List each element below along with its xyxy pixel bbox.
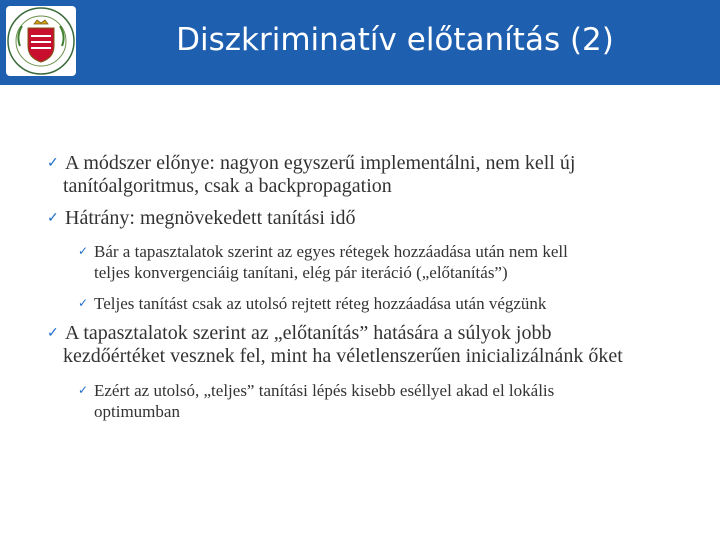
sub-bullet-item xyxy=(78,241,690,283)
bullet-text: kezdőértéket vesznek fel, mint ha véletlenszerűen inicializálnánk őket xyxy=(63,345,623,367)
checkmark-bullet-icon: ✓ xyxy=(47,156,59,171)
bullet-text: tanítóalgoritmus, csak a backpropagation xyxy=(63,175,392,197)
bullet-text: Hátrány: megnövekedett tanítási idő xyxy=(65,207,356,229)
bullet-text: A tapasztalatok szerint az „előtanítás” hatására a súlyok jobb xyxy=(65,322,552,344)
bullet-text: optimumban xyxy=(94,402,180,421)
bullet-text: Bár a tapasztalatok szerint az egyes rétegek hozzáadása után nem kell xyxy=(94,242,568,261)
checkmark-bullet-icon: ✓ xyxy=(47,326,59,341)
bullet-text: Ezért az utolsó, „teljes” tanítási lépés kisebb eséllyel akad el lokális xyxy=(94,381,555,400)
bullet-item xyxy=(47,322,697,368)
bullet-text: teljes konvergenciáig tanítani, elég pár iteráció („előtanítás”) xyxy=(94,263,508,282)
bullet-item xyxy=(47,207,697,230)
checkmark-bullet-icon: ✓ xyxy=(78,244,89,258)
bullet-item xyxy=(47,152,697,198)
checkmark-bullet-icon: ✓ xyxy=(47,211,59,226)
sub-bullet-item xyxy=(78,293,690,314)
bullet-text: A módszer előnye: nagyon egyszerű implementálni, nem kell új xyxy=(65,152,576,174)
checkmark-bullet-icon: ✓ xyxy=(78,383,89,397)
slide-title: Diszkriminatív előtanítás (2) xyxy=(176,22,614,58)
sub-bullet-item xyxy=(78,380,690,422)
bullet-text: Teljes tanítást csak az utolsó rejtett réteg hozzáadása után végzünk xyxy=(94,294,547,313)
checkmark-bullet-icon: ✓ xyxy=(78,296,89,310)
